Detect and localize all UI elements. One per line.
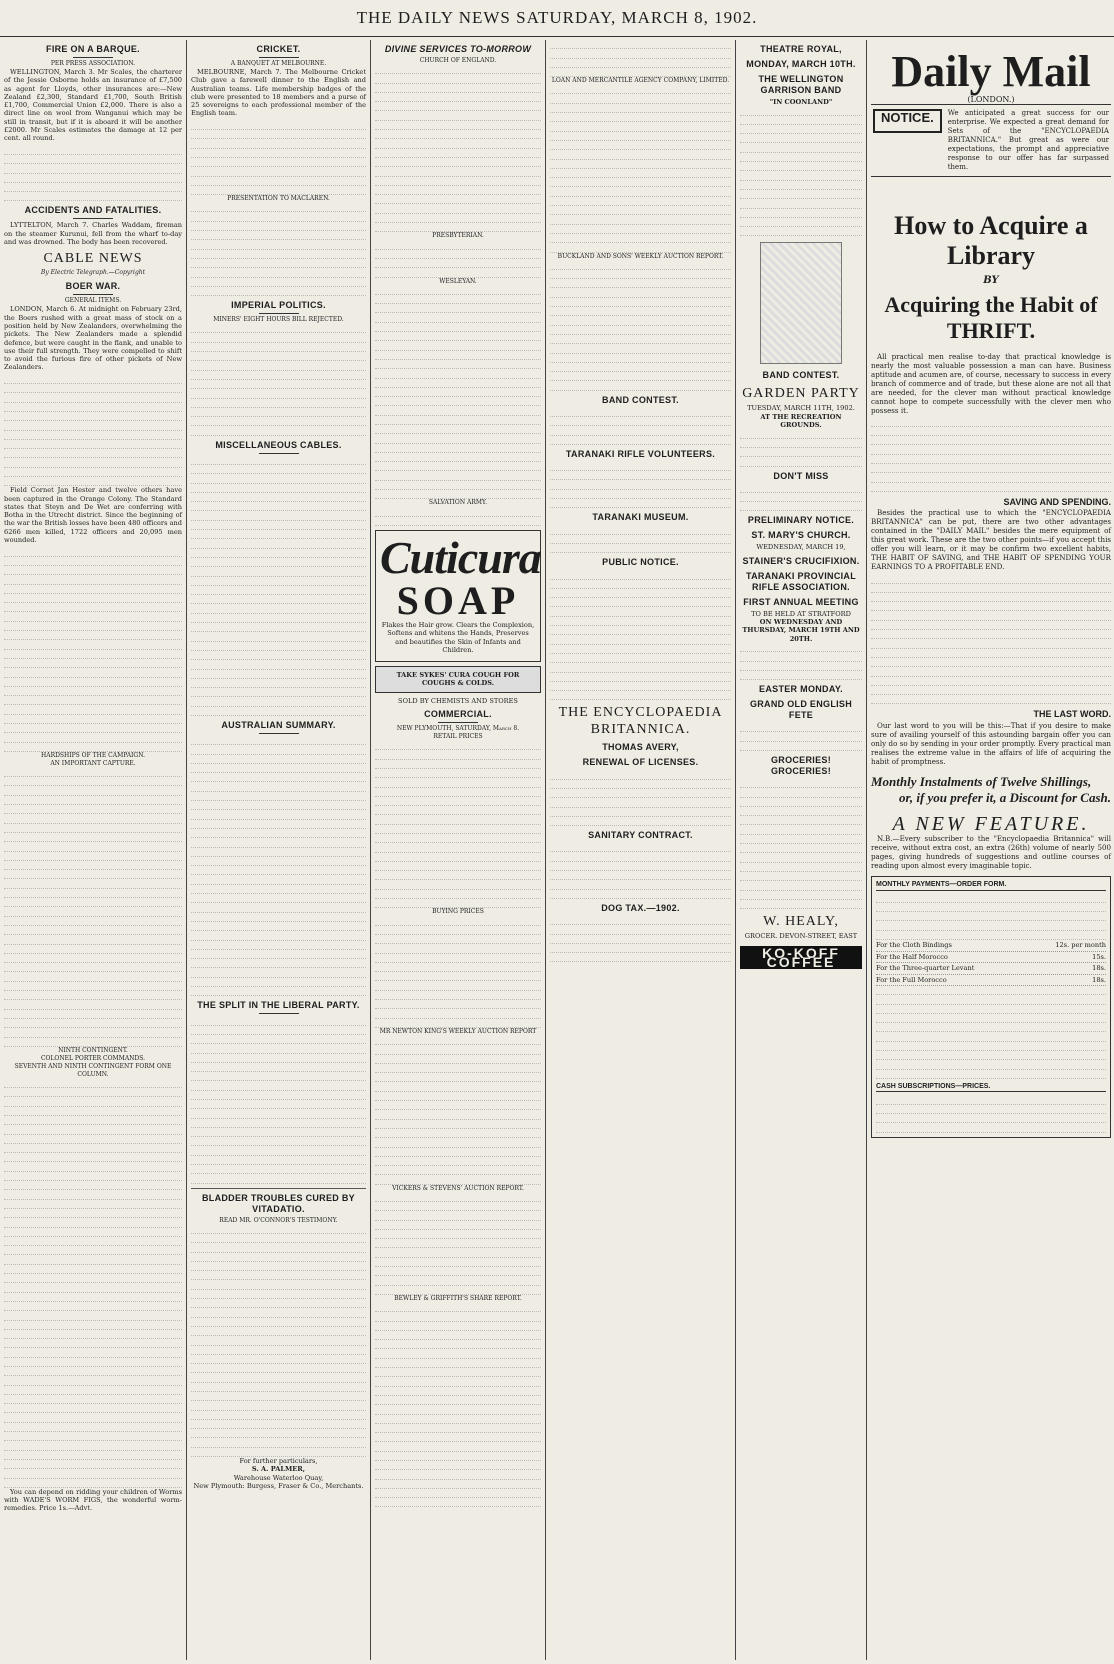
filler-text [4, 768, 182, 1047]
filler-text [876, 1095, 1106, 1132]
filler-text [4, 146, 182, 202]
filler-text [550, 408, 731, 445]
church-england-subheading: CHURCH OF ENGLAND. [419, 57, 497, 64]
boer-war-headline: BOER WAR. [4, 281, 182, 295]
order-row-label: For the Three-quarter Levant [876, 964, 975, 972]
sanitary-headline: SANITARY CONTRACT. [588, 830, 693, 841]
stratford-line: TO BE HELD AT STRATFORD [751, 609, 851, 618]
st-marys-church: ST. MARY'S CHURCH. [751, 530, 851, 541]
recreation-grounds: AT THE RECREATION GROUNDS. [760, 412, 842, 430]
filler-text [375, 240, 541, 277]
testimony-subheading: READ MR. O'CONNOR'S TESTIMONY. [219, 1216, 338, 1224]
order-row-value: 12s. per month [1055, 941, 1106, 949]
worm-figs-ad: You can depend on ridding your children of Worms with WADE'S WORM FIGS, the wonderful worm-remedies. Price 1s.—Advt. [4, 1487, 182, 1513]
fire-article: WELLINGTON, March 3. Mr Scales, the charterer of the Jessie Osborne holds an insurance of £7,500 as agent for Lloyds, other insurances are:—New Zealand £2,300, Standard £1,700, South British £1,700, Commercial Union £2,000. There is also a direct line on wool from Wanganui which may be still in transit, but if it is aboard it will be another £2000. Mr Scales estimates the damage at 12 per cent. all round. [4, 68, 182, 143]
liberal-split-headline: THE SPLIT IN THE LIBERAL PARTY. [191, 1000, 366, 1014]
column-3 [370, 40, 545, 1660]
grand-fete: GRAND OLD ENGLISH FETE [749, 699, 853, 721]
filler-text [550, 261, 731, 391]
commercial-subheading: NEW PLYMOUTH, SATURDAY, March 8. [396, 725, 520, 733]
order-form [871, 876, 1111, 1138]
daily-mail-london: (LONDON.) [967, 95, 1015, 104]
filler-text [375, 741, 541, 908]
boer-article: LONDON, March 6. At midnight on February 23rd, the Boers rushed with a great mass of stock on a position held by New Zealanders, overwhelming the pickets. The New Zealanders made a splendid defence, but were caught in the flank, and unable to use their full strength. They were compelled to shift to avoid the furious fire of other pickets of New Zealanders. [4, 305, 182, 372]
cable-news-headline: CABLE NEWS [43, 251, 143, 267]
notice-tag: NOTICE. [873, 109, 942, 133]
divine-services-headline: DIVINE SERVICES TO-MORROW [384, 44, 532, 54]
filler-text [740, 429, 862, 466]
st-marys-date: WEDNESDAY, MARCH 19, [756, 543, 846, 552]
sykes-ad: TAKE SYKES' CURA COUGH FOR COUGHS & COLDS. [375, 666, 541, 693]
order-row[interactable] [876, 975, 1106, 987]
order-row-value: 15s. [1092, 952, 1106, 961]
garden-party-headline: GARDEN PARTY [742, 386, 860, 402]
soap-title: SOAP [396, 577, 520, 623]
order-row-label: For the Full Morocco [876, 975, 947, 984]
filler-text [375, 1193, 541, 1295]
last-word-headline: THE LAST WORD. [1033, 709, 1111, 720]
filler-text [740, 723, 862, 751]
stainers-crucifixion: STAINER'S CRUCIFIXION. [742, 555, 860, 566]
by-line: BY [983, 275, 999, 287]
monthly-line-1: Monthly Instalments of Twelve Shillings, [871, 773, 1092, 789]
garden-party-date: TUESDAY, MARCH 11TH, 1902. [747, 404, 855, 413]
healy-address: GROCER. DEVON-STREET, EAST [744, 932, 858, 941]
presentation-subheading: PRESENTATION TO MACLAREN. [227, 195, 330, 203]
divider [191, 1188, 366, 1189]
sold-line: SOLD BY CHEMISTS AND STORES [398, 696, 518, 705]
filler-text [191, 1225, 366, 1457]
intro-article: All practical men realise to-day that practical knowledge is nearly the most valuable possession a man can have. Business aptitude and acumen are, of course, necessary to success in every branch of commerce and of trade, but these alone are not all that are needed, for the clever man without practical knowledge cannot hope to compete successfully with the clever men who possess it. [871, 351, 1111, 415]
general-items-subheading: GENERAL ITEMS. [64, 297, 122, 305]
monthly-instalments [871, 774, 1111, 806]
masthead: THE DAILY NEWS SATURDAY, MARCH 8, 1902. [0, 0, 1114, 37]
encyclopaedia-headline: THE ENCYCLOPAEDIA BRITANNICA. [558, 705, 723, 738]
column-2 [186, 40, 370, 1660]
buckland-subheading: BUCKLAND AND SONS' WEEKLY AUCTION REPORT. [557, 252, 724, 260]
daily-mail-title: Daily Mail [891, 47, 1091, 96]
filler-text [550, 85, 731, 252]
filler-text [550, 40, 731, 77]
notice-text: We anticipated a great success for our enterprise. We expected a great demand for Sets of the "ENCYCLOPAEDIA BRITANNICA." But great as were our expectations, the prompt and appreciative response to our offer has far surpassed them. [947, 109, 1109, 172]
australian-summary-headline: AUSTRALIAN SUMMARY. [191, 720, 366, 734]
easter-monday: EASTER MONDAY. [759, 684, 843, 695]
order-row[interactable] [876, 940, 1106, 952]
filler-text [550, 916, 731, 962]
filler-text [871, 574, 1111, 704]
dont-miss: DON'T MISS [773, 470, 829, 481]
loan-mercantile-subheading: LOAN AND MERCANTILE AGENCY COMPANY, LIMITED. [551, 77, 730, 85]
filler-text [191, 324, 366, 436]
new-feature-headline: A NEW FEATURE. [892, 812, 1090, 835]
filler-text [375, 286, 541, 500]
cricket-headline: CRICKET. [191, 44, 366, 58]
filler-text [871, 418, 1111, 492]
filler-text [191, 121, 366, 195]
preliminary-notice: PRELIMINARY NOTICE. [747, 515, 855, 526]
palmer-name: S. A. PALMER, [251, 1465, 306, 1474]
cash-subscriptions-title: CASH SUBSCRIPTIONS—PRICES. [876, 1083, 1106, 1093]
filler-text [375, 916, 541, 1028]
filler-text [375, 65, 541, 232]
groceries-headline: GROCERIES! GROCERIES! [770, 754, 831, 776]
capture-subheading: AN IMPORTANT CAPTURE. [50, 759, 136, 767]
bewley-subheading: BEWLEY & GRIFFITH'S SHARE REPORT. [394, 1294, 522, 1302]
new-feature-text: N.B.—Every subscriber to the "Encyclopaedia Britannica" will receive, without extra cost, an extra (26th) volume of nearly 500 pages, giving hundreds of suggestions and outline courses of reading upon almost every imaginable topic. [871, 834, 1111, 871]
ninth-contingent-subheading: NINTH CONTINGENT. [58, 1046, 128, 1054]
filler-text [550, 843, 731, 899]
fire-headline: FIRE ON A BARQUE. [4, 44, 182, 58]
warehouse-address: Warehouse Waterloo Quay, [233, 1473, 324, 1482]
filler-text [550, 570, 731, 700]
theatre-date: MONDAY, MARCH 10TH. [746, 59, 856, 69]
museum-headline: TARANAKI MUSEUM. [592, 512, 689, 523]
notice-box [871, 104, 1111, 177]
fire-source: PER PRESS ASSOCIATION. [50, 60, 136, 67]
daily-mail-section [866, 40, 1114, 1660]
order-row-label: For the Half Morocco [876, 952, 948, 961]
filler-text [191, 1016, 366, 1183]
cuticura-text: Flakes the Hair grow. Clears the Complexion, Softens and whitens the Hands, Preserves and beautifies the Skin of Infants and Children. [381, 620, 535, 654]
healy-name: W. HEALY, [763, 914, 839, 930]
filler-text [4, 375, 182, 487]
order-row-value: 18s. [1092, 975, 1106, 984]
taranaki-rifle-headline: TARANAKI RIFLE VOLUNTEERS. [565, 448, 716, 459]
meeting-dates: ON WEDNESDAY AND THURSDAY, MARCH 19TH AND 20TH. [742, 618, 860, 643]
dog-tax-headline: DOG TAX.—1902. [601, 902, 680, 913]
filler-text [740, 484, 862, 512]
column-5-ads [736, 40, 866, 1660]
garrison-band: THE WELLINGTON GARRISON BAND [758, 74, 844, 95]
accidents-headline: ACCIDENTS AND FATALITIES. [4, 205, 182, 219]
monthly-line-2: or, if you prefer it, a Discount for Cash. [899, 789, 1111, 805]
presbyterian-subheading: PRESBYTERIAN. [432, 232, 484, 240]
band-contest-ad: BAND CONTEST. [762, 370, 840, 381]
rifle-association: TARANAKI PROVINCIAL RIFLE ASSOCIATION. [745, 570, 857, 592]
filler-text [740, 643, 862, 680]
order-form-title: MONTHLY PAYMENTS—ORDER FORM. [876, 881, 1106, 891]
column-4 [545, 40, 735, 1660]
cuticura-title: Cuticura [380, 531, 541, 583]
first-annual-meeting: FIRST ANNUAL MEETING [743, 596, 859, 607]
hardships-subheading: HARDSHIPS OF THE CAMPAIGN. [41, 751, 145, 759]
filler-text [375, 507, 541, 526]
filler-text [191, 736, 366, 996]
band-contest-headline: BAND CONTEST. [602, 394, 679, 405]
cricket-subheading: A BANQUET AT MELBOURNE. [230, 60, 327, 67]
merchants-line: New Plymouth: Burgess, Fraser & Co., Merchants. [193, 1481, 364, 1490]
accidents-article: LYTTELTON, March 7. Charles Waddam, fireman on the steamer Kurunui, fell from the wharf to-day and was drowned. The body has been recovered. [4, 221, 182, 247]
colonel-porter-subheading: COLONEL PORTER COMMANDS. [40, 1054, 146, 1062]
retail-prices-subheading: RETAIL PRICES [433, 733, 483, 741]
wesleyan-subheading: WESLEYAN. [439, 277, 477, 285]
filler-text [740, 779, 862, 909]
seventh-ninth-subheading: SEVENTH AND NINTH CONTINGENT FORM ONE COLUMN. [14, 1062, 172, 1078]
buying-prices-subheading: BUYING PRICES [432, 908, 484, 916]
cable-subheading: By Electric Telegraph.—Copyright [40, 269, 146, 277]
library-headline: How to Acquire a Library [894, 211, 1088, 271]
saving-spending-headline: SAVING AND SPENDING. [1003, 496, 1111, 507]
filler-text [550, 770, 731, 826]
commercial-headline: COMMERCIAL. [375, 709, 541, 723]
further-particulars: For further particulars, [239, 1457, 318, 1466]
theatre-headline: THEATRE ROYAL, [760, 44, 842, 54]
thrift-headline: Acquiring the Habit of THRIFT. [884, 291, 1098, 343]
newton-king-subheading: MR NEWTON KING'S WEEKLY AUCTION REPORT [379, 1027, 537, 1035]
public-notice-headline: PUBLIC NOTICE. [602, 557, 679, 568]
advertisement-illustration [760, 242, 842, 364]
filler-text [550, 462, 731, 508]
filler-text [876, 986, 1106, 1079]
filler-text [740, 106, 862, 236]
order-row-label: For the Cloth Bindings [876, 941, 952, 949]
filler-text [191, 456, 366, 716]
last-word-article: Our last word to you will be this:—That if you desire to make sure of availing yourself of this astounding bargain offer you can only do so by sending in your order promptly. Every practical man realises the extreme value in the affairs of life of acquiring the habit of promptness. [871, 720, 1111, 766]
vitadatio-headline: BLADDER TROUBLES CURED BY VITADATIO. [201, 1192, 355, 1214]
saving-article: Besides the practical use to which the "ENCYCLOPAEDIA BRITANNICA" can be put, there are two other advantages contained in the "DAILY MAIL" besides the mere equipment of this great work. These are the two other points—if you accept this offer you will learn, or it may be confirm two excellent habits, THE HABIT OF SAVING, and THE HABIT OF SPENDING YOUR EARNINGS TO A PROFITABLE END. [871, 508, 1111, 572]
salvation-army-subheading: SALVATION ARMY. [428, 499, 488, 507]
filler-text [375, 1036, 541, 1185]
order-row[interactable] [876, 952, 1106, 964]
imperial-politics-headline: IMPERIAL POLITICS. [191, 300, 366, 314]
filler-text [550, 525, 731, 553]
miners-subheading: MINERS' EIGHT HOURS BILL REJECTED. [213, 316, 344, 324]
misc-cables-headline: MISCELLANEOUS CABLES. [191, 440, 366, 454]
filler-text [876, 894, 1106, 940]
cricket-article: MELBOURNE, March 7. The Melbourne Cricket Club gave a farewell dinner to the English and Australian teams. Life membership badges of the club were presented to 18 members and a purse of 25 sovereigns to each professional member of the English team. [191, 68, 366, 118]
filler-text [4, 547, 182, 752]
share-table [375, 1303, 541, 1508]
column-1 [0, 40, 186, 1660]
filler-text [191, 203, 366, 296]
order-row[interactable] [876, 963, 1106, 975]
thomas-avery: THOMAS AVERY, [602, 742, 679, 753]
column-5 [735, 40, 1114, 1660]
coonland-title: "IN COONLAND" [769, 98, 833, 106]
renewal-headline: RENEWAL OF LICENSES. [582, 757, 699, 768]
filler-text [4, 1079, 182, 1488]
cuticura-ad [375, 530, 541, 662]
boer-article-2: Field Cornet Jan Hester and twelve others have been captured in the Orange Colony. The Standard states that Steyn and De Wet are conferring with Botha in the Utrecht district. Since the beginning of the war the British losses have been 480 officers and 6266 men killed, 1722 officers and 20,095 men wounded. [4, 486, 182, 545]
kokoff-coffee-banner: KO-KOFF COFFEE [740, 946, 862, 969]
order-row-value: 18s. [1092, 964, 1106, 972]
vickers-subheading: VICKERS & STEVENS' AUCTION REPORT. [392, 1184, 524, 1192]
